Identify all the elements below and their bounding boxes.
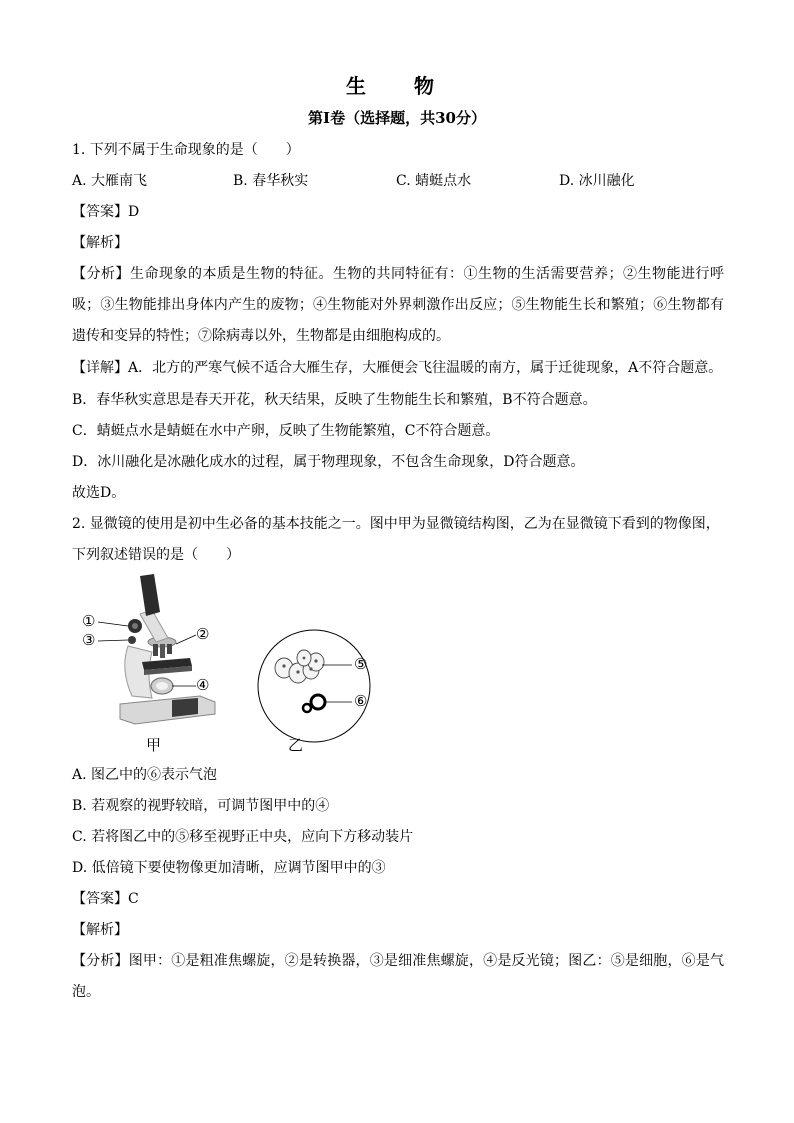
q1-option-a: A. 大雁南飞: [72, 173, 148, 189]
label-coarse-focus: ①: [82, 612, 96, 630]
q1-option-d: D. 冰川融化: [559, 173, 635, 189]
q2-option-c: C. 若将图乙中的⑤移至视野正中央，应向下方移动装片: [72, 829, 414, 845]
q1-stem: 1. 下列不属于生命现象的是（ ）: [72, 142, 300, 158]
q1-analysis-label: 【解析】: [72, 235, 128, 251]
q2-option-a: A. 图乙中的⑥表示气泡: [72, 767, 218, 783]
page-title: 生 物: [346, 74, 448, 98]
q2-analysis-label: 【解析】: [72, 922, 128, 938]
q2-stem-line1: 2. 显微镜的使用是初中生必备的基本技能之一。图中甲为显微镜结构图，乙为在显微镜下看到的物像图，: [72, 516, 720, 532]
q1-answer: 【答案】D: [72, 204, 140, 220]
caption-yi: 乙: [288, 736, 304, 754]
caption-jia: 甲: [146, 736, 162, 754]
label-fine-focus: ③: [82, 631, 96, 649]
label-bubble: ⑥: [354, 692, 368, 710]
q1-detail-d: D．冰川融化是冰融化成水的过程，属于物理现象，不包含生命现象，D符合题意。: [72, 454, 585, 470]
q1-conclusion: 故选D。: [72, 485, 126, 501]
microscope-diagram: [80, 574, 400, 759]
q1-analysis: 【分析】生命现象的本质是生物的特征。生物的共同特征有：①生物的生活需要营养；②生物能进行呼吸；③生物能排出身体内产生的废物；④生物能对外界刺激作出反应；⑤生物能生长和繁殖；⑥生物都有遗传和变异的特性；⑦除病毒以外，生物都是由细胞构成的。: [72, 266, 724, 344]
q1-option-b: B. 春华秋实: [233, 173, 309, 189]
q2-analysis: 【分析】图甲：①是粗准焦螺旋，②是转换器，③是细准焦螺旋，④是反光镜；图乙：⑤是细胞，⑥是气泡。: [72, 953, 724, 1000]
q2-option-b: B. 若观察的视野较暗，可调节图甲中的④: [72, 798, 330, 814]
q1-detail-c: C．蜻蜓点水是蜻蜓在水中产卵，反映了生物能繁殖，C不符合题意。: [72, 423, 500, 439]
q2-option-d: D. 低倍镜下要使物像更加清晰，应调节图甲中的③: [72, 860, 386, 876]
section-heading: 第Ⅰ卷（选择题，共30分）: [308, 109, 486, 127]
label-mirror: ④: [196, 676, 210, 694]
label-cell: ⑤: [354, 655, 368, 673]
q2-stem-line2: 下列叙述错误的是（ ）: [72, 547, 240, 563]
q2-answer: 【答案】C: [72, 891, 139, 907]
q1-option-c: C. 蜻蜓点水: [396, 173, 472, 189]
microscope-figure: [80, 574, 400, 759]
q1-detail-a: 【详解】A．北方的严寒气候不适合大雁生存，大雁便会飞往温暖的南方，属于迁徙现象，A不符合题意。: [72, 360, 723, 376]
label-nosepiece: ②: [196, 625, 210, 643]
field-of-view-yi: [258, 630, 370, 742]
microscope-jia: [120, 574, 215, 724]
q1-detail-b: B．春华秋实意思是春天开花，秋天结果，反映了生物能生长和繁殖，B不符合题意。: [72, 392, 597, 408]
